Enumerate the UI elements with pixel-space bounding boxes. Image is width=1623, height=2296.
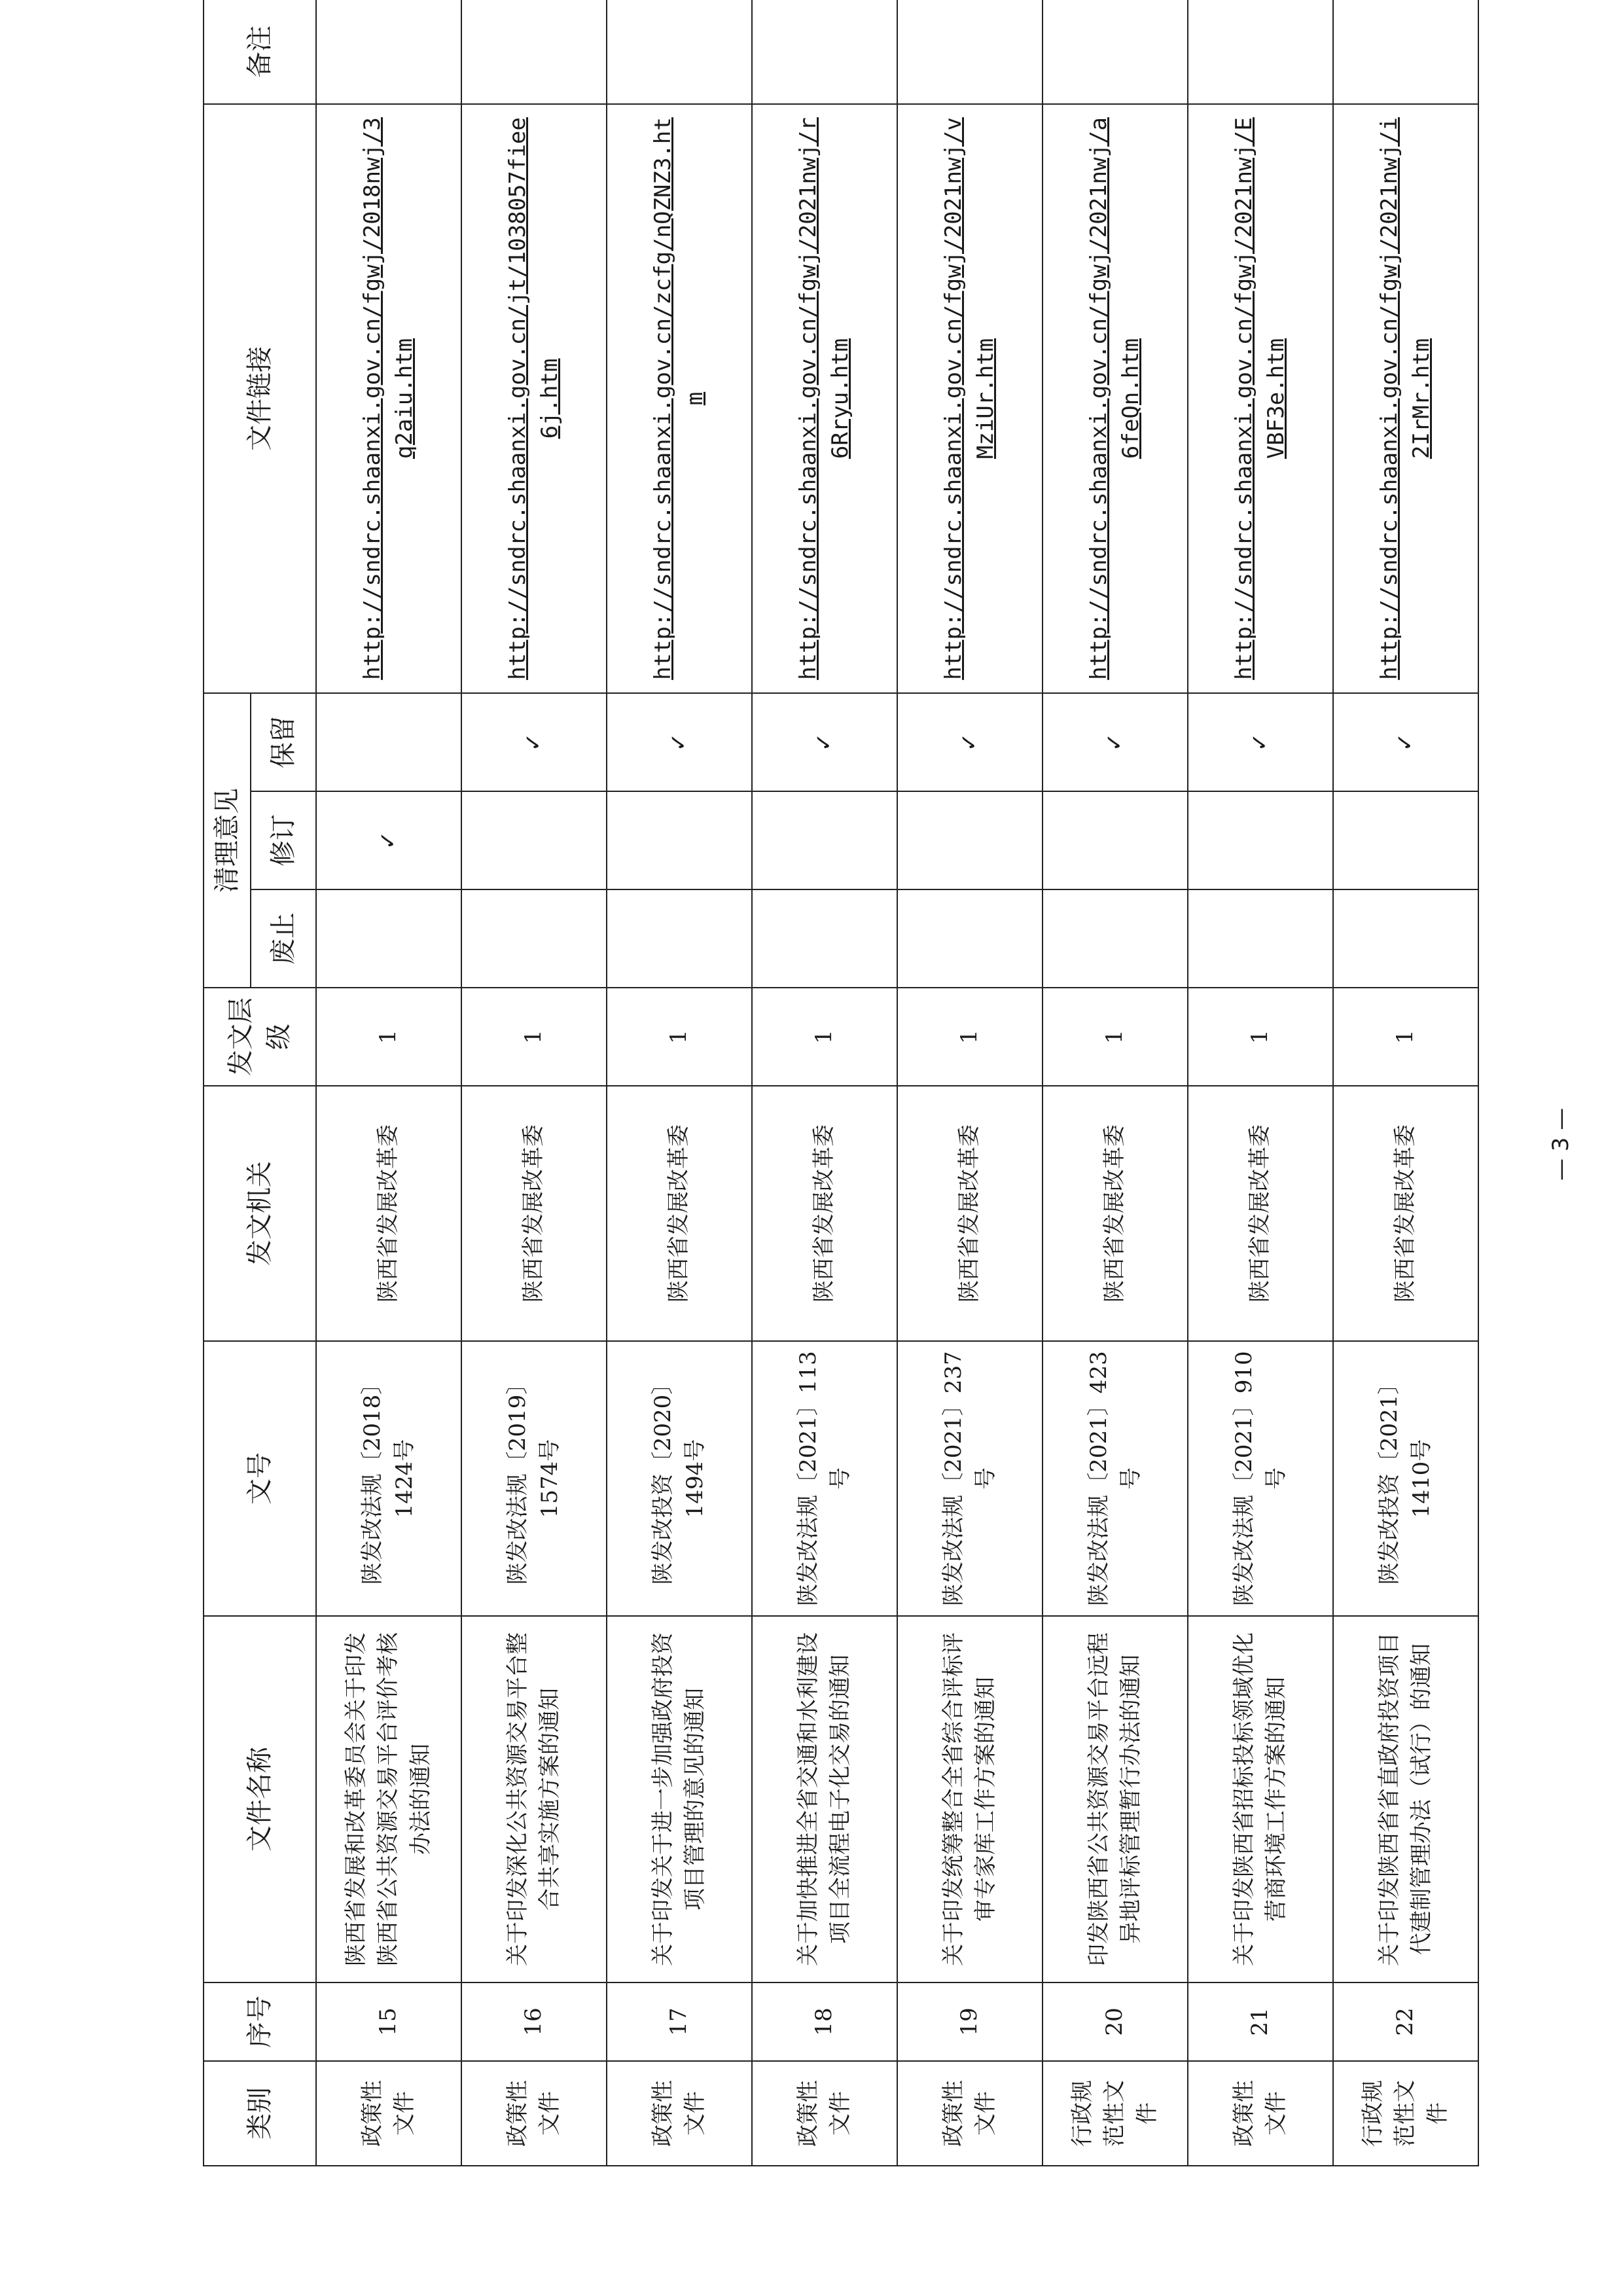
file-link-cell[interactable]: http://sndrc.shaanxi.gov.cn/fgwj/2021nwj/i2IrMr.htm	[1333, 104, 1478, 693]
issuer-cell: 陕西省发展改革委	[1188, 1086, 1333, 1341]
header-link: 文件链接	[204, 104, 316, 693]
doc-number-cell: 陕发改法规〔2021〕423号	[1043, 1341, 1188, 1616]
revise-cell	[1333, 791, 1478, 889]
serial-cell: 15	[316, 1982, 461, 2061]
remark-cell	[897, 0, 1043, 104]
file-link-cell[interactable]: http://sndrc.shaanxi.gov.cn/fgwj/2021nwj/r6Rryu.htm	[752, 104, 897, 693]
file-name-cell: 关于印发关于进一步加强政府投资项目管理的意见的通知	[607, 1616, 752, 1982]
file-link-cell[interactable]: http://sndrc.shaanxi.gov.cn/zcfg/nQZNZ3.htm	[607, 104, 752, 693]
header-level: 发文层级	[204, 988, 316, 1086]
retain-cell: ✓	[1188, 693, 1333, 791]
abolish-cell	[461, 889, 607, 988]
remark-cell	[607, 0, 752, 104]
table-row	[752, 0, 897, 2166]
header-serial: 序号	[204, 1982, 316, 2061]
rotated-table-frame	[203, 0, 1479, 2166]
level-cell: 1	[1043, 988, 1188, 1086]
table-row	[1333, 0, 1478, 2166]
category-cell: 行政规范性文件	[1333, 2061, 1478, 2166]
retain-cell	[316, 693, 461, 791]
revise-cell	[607, 791, 752, 889]
abolish-cell	[1333, 889, 1478, 988]
remark-cell	[461, 0, 607, 104]
doc-number-cell: 陕发改法规〔2021〕113号	[752, 1341, 897, 1616]
file-name-cell: 关于印发陕西省省直政府投资项目代建制管理办法（试行）的通知	[1333, 1616, 1478, 1982]
abolish-cell	[1188, 889, 1333, 988]
level-cell: 1	[316, 988, 461, 1086]
remark-cell	[752, 0, 897, 104]
revise-cell	[752, 791, 897, 889]
abolish-cell	[897, 889, 1043, 988]
header-remark: 备注	[204, 0, 316, 104]
category-cell: 政策性文件	[607, 2061, 752, 2166]
level-cell: 1	[607, 988, 752, 1086]
serial-cell: 20	[1043, 1982, 1188, 2061]
header-issuer: 发文机关	[204, 1086, 316, 1341]
table-row	[1043, 0, 1188, 2166]
revise-cell	[461, 791, 607, 889]
header-category: 类别	[204, 2061, 316, 2166]
serial-cell: 18	[752, 1982, 897, 2061]
issuer-cell: 陕西省发展改革委	[1333, 1086, 1478, 1341]
remark-cell	[1043, 0, 1188, 104]
header-opinion: 清理意见	[204, 693, 251, 988]
doc-number-cell: 陕发改法规〔2018〕1424号	[316, 1341, 461, 1616]
issuer-cell: 陕西省发展改革委	[316, 1086, 461, 1341]
retain-cell: ✓	[607, 693, 752, 791]
issuer-cell: 陕西省发展改革委	[897, 1086, 1043, 1341]
table-row	[461, 0, 607, 2166]
file-link-cell[interactable]: http://sndrc.shaanxi.gov.cn/fgwj/2021nwj/EVBF3e.htm	[1188, 104, 1333, 693]
table-row	[607, 0, 752, 2166]
table-body	[316, 0, 1478, 2166]
revise-cell	[1043, 791, 1188, 889]
retain-cell: ✓	[461, 693, 607, 791]
file-link-cell[interactable]: http://sndrc.shaanxi.gov.cn/fgwj/2018nwj/3q2aiu.htm	[316, 104, 461, 693]
file-link-cell[interactable]: http://sndrc.shaanxi.gov.cn/fgwj/2021nwj/vMziUr.htm	[897, 104, 1043, 693]
doc-number-cell: 陕发改法规〔2021〕910号	[1188, 1341, 1333, 1616]
issuer-cell: 陕西省发展改革委	[752, 1086, 897, 1341]
category-cell: 政策性文件	[1188, 2061, 1333, 2166]
issuer-cell: 陕西省发展改革委	[607, 1086, 752, 1341]
table-row	[1188, 0, 1333, 2166]
file-name-cell: 关于印发陕西省招标投标领域优化营商环境工作方案的通知	[1188, 1616, 1333, 1982]
level-cell: 1	[461, 988, 607, 1086]
header-file-name: 文件名称	[204, 1616, 316, 1982]
remark-cell	[316, 0, 461, 104]
file-name-cell: 陕西省发展和改革委员会关于印发陕西省公共资源交易平台评价考核办法的通知	[316, 1616, 461, 1982]
serial-cell: 22	[1333, 1982, 1478, 2061]
header-doc-number: 文号	[204, 1341, 316, 1616]
file-name-cell: 印发陕西省公共资源交易平台远程异地评标管理暂行办法的通知	[1043, 1616, 1188, 1982]
category-cell: 政策性文件	[461, 2061, 607, 2166]
header-abolish: 废止	[251, 889, 316, 988]
header-retain: 保留	[251, 693, 316, 791]
level-cell: 1	[752, 988, 897, 1086]
file-name-cell: 关于加快推进全省交通和水利建设项目全流程电子化交易的通知	[752, 1616, 897, 1982]
header-revise: 修订	[251, 791, 316, 889]
category-cell: 行政规范性文件	[1043, 2061, 1188, 2166]
doc-number-cell: 陕发改法规〔2021〕237号	[897, 1341, 1043, 1616]
abolish-cell	[607, 889, 752, 988]
abolish-cell	[316, 889, 461, 988]
revise-cell	[1188, 791, 1333, 889]
issuer-cell: 陕西省发展改革委	[1043, 1086, 1188, 1341]
table-row	[316, 0, 461, 2166]
doc-number-cell: 陕发改投资〔2021〕1410号	[1333, 1341, 1478, 1616]
issuer-cell: 陕西省发展改革委	[461, 1086, 607, 1341]
level-cell: 1	[1333, 988, 1478, 1086]
retain-cell: ✓	[1333, 693, 1478, 791]
abolish-cell	[752, 889, 897, 988]
table-row	[897, 0, 1043, 2166]
revise-cell: ✓	[316, 791, 461, 889]
level-cell: 1	[897, 988, 1043, 1086]
file-name-cell: 关于印发统筹整合全省综合评标评审专家库工作方案的通知	[897, 1616, 1043, 1982]
abolish-cell	[1043, 889, 1188, 988]
file-link-cell[interactable]: http://sndrc.shaanxi.gov.cn/jt/1038057fiee6j.htm	[461, 104, 607, 693]
doc-number-cell: 陕发改投资〔2020〕1494号	[607, 1341, 752, 1616]
retain-cell: ✓	[752, 693, 897, 791]
category-cell: 政策性文件	[897, 2061, 1043, 2166]
category-cell: 政策性文件	[316, 2061, 461, 2166]
retain-cell: ✓	[1043, 693, 1188, 791]
serial-cell: 19	[897, 1982, 1043, 2061]
serial-cell: 21	[1188, 1982, 1333, 2061]
category-cell: 政策性文件	[752, 2061, 897, 2166]
file-link-cell[interactable]: http://sndrc.shaanxi.gov.cn/fgwj/2021nwj/a6feQn.htm	[1043, 104, 1188, 693]
level-cell: 1	[1188, 988, 1333, 1086]
file-name-cell: 关于印发深化公共资源交易平台整合共享实施方案的通知	[461, 1616, 607, 1982]
remark-cell	[1188, 0, 1333, 104]
revise-cell	[897, 791, 1043, 889]
serial-cell: 16	[461, 1982, 607, 2061]
remark-cell	[1333, 0, 1478, 104]
page-number: — 3 —	[1548, 1107, 1574, 1181]
serial-cell: 17	[607, 1982, 752, 2061]
doc-number-cell: 陕发改法规〔2019〕1574号	[461, 1341, 607, 1616]
document-table	[203, 0, 1479, 2166]
retain-cell: ✓	[897, 693, 1043, 791]
